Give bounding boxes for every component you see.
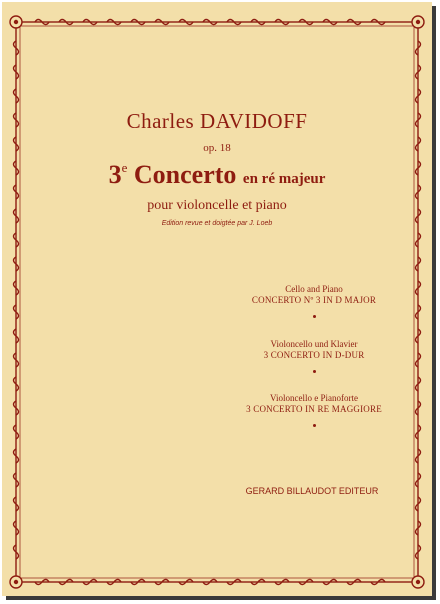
translation-title: 3 CONCERTO IN D-DUR [263,350,365,360]
translation-title: 3 CONCERTO IN RE MAGGIORE [246,404,382,414]
title-key: en ré majeur [242,171,326,187]
instrumentation: pour violoncelle et piano [147,198,287,213]
translation-german [234,339,394,373]
corner-rosette-center [416,580,420,584]
separator-dot [313,424,316,427]
opus-number: op. 18 [203,142,231,154]
title-ordinal-suffix: e [121,160,128,175]
work-title [2,160,432,190]
corner-rosette-center [416,20,420,24]
composer-name: Charles DAVIDOFF [126,109,308,133]
translation-instruments: Violoncello und Klavier [270,339,358,349]
translation-title: CONCERTO Nº 3 IN D MAJOR [251,295,377,305]
translation-instruments: Cello and Piano [285,284,343,294]
translation-english [234,284,394,318]
translation-instruments: Violoncello e Pianoforte [270,393,358,403]
corner-rosette-center [14,580,18,584]
separator-dot [313,370,316,373]
title-ordinal: 3e [108,160,128,189]
publisher-name: GERARD BILLAUDOT EDITEUR [245,486,379,496]
separator-dot [313,315,316,318]
title-work: Concerto [133,160,237,189]
translation-italian [234,393,394,427]
score-cover [2,2,432,596]
edition-note: Edition revue et doigtée par J. Loeb [161,220,273,227]
corner-rosette-center [14,20,18,24]
